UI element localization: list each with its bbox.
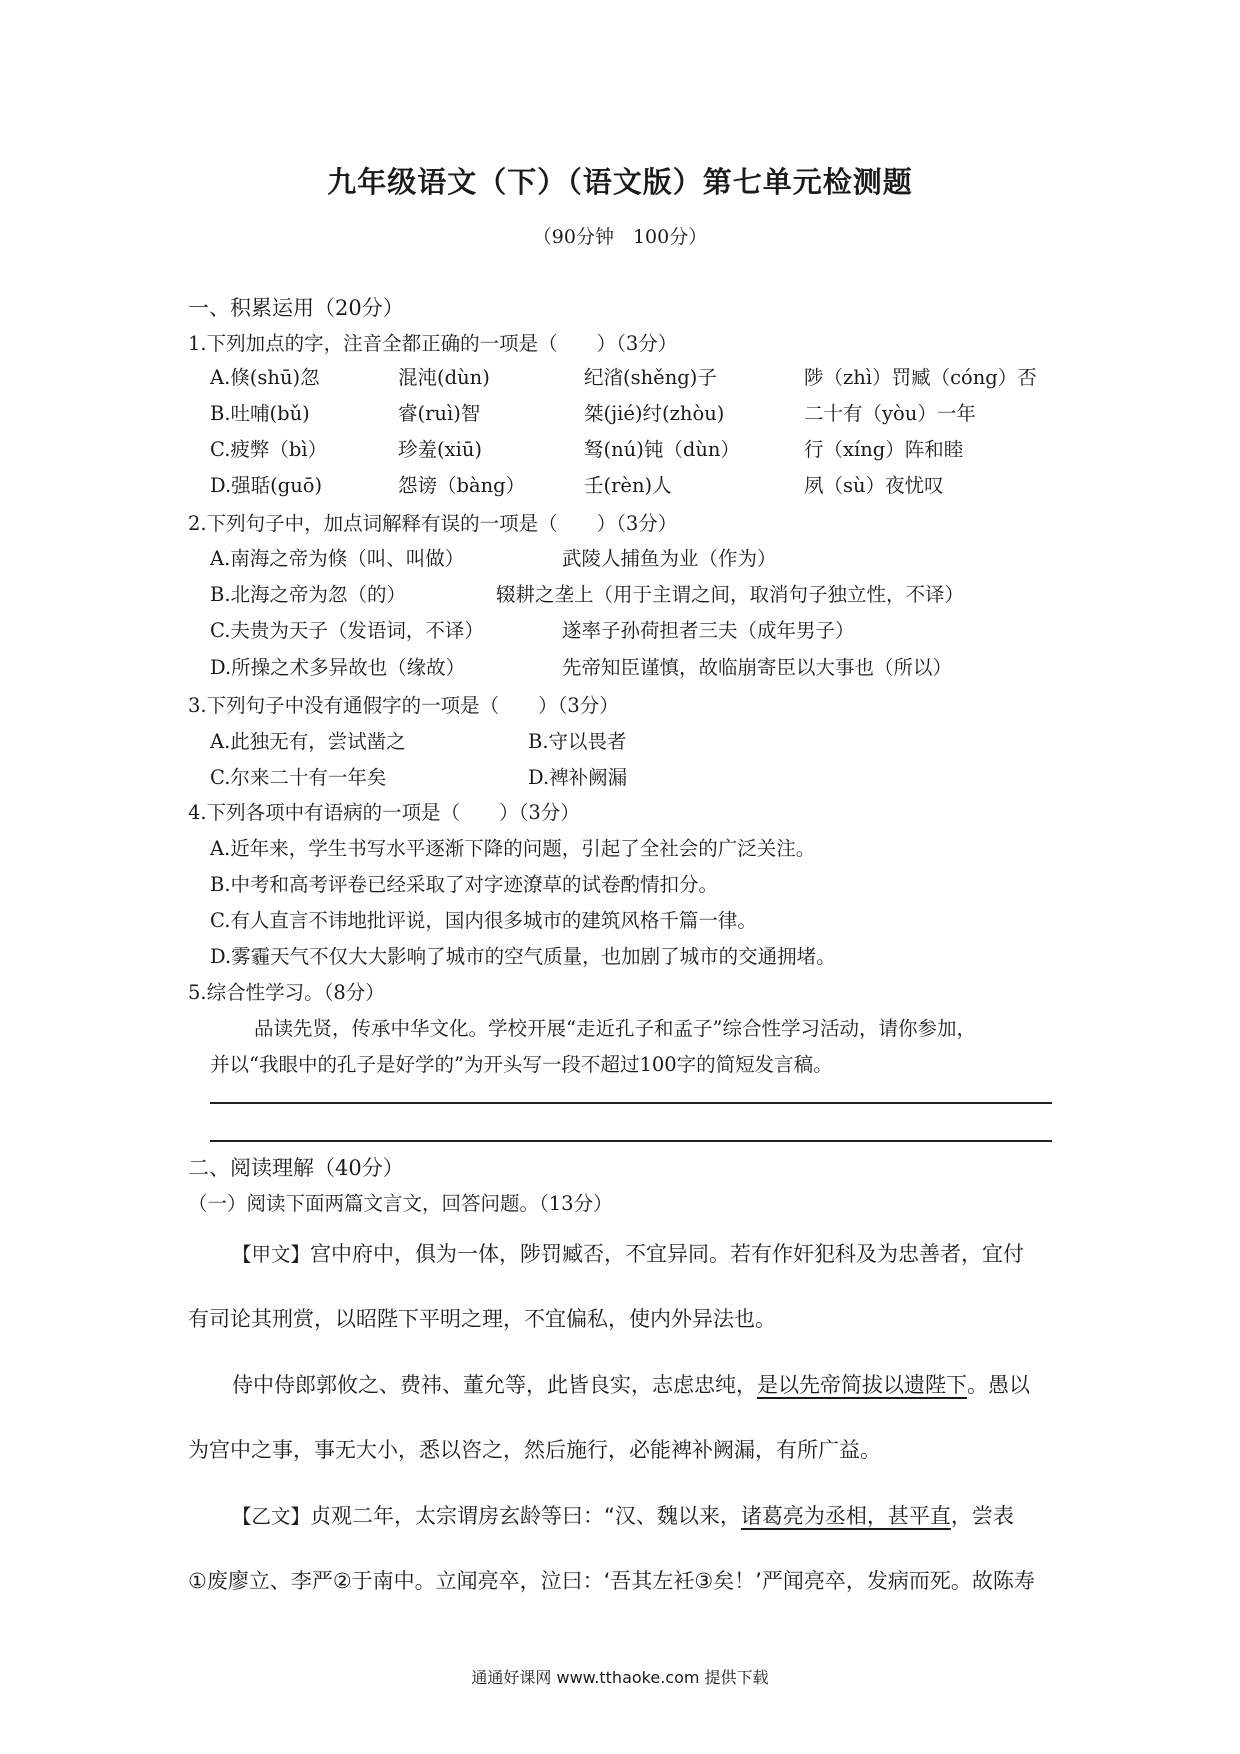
q2-row-c-col2: 遂率子孙荷担者三夫（成年男子） bbox=[562, 619, 855, 642]
q5-prompt-line-2: 并以“我眼中的孔子是好学的”为开头写一段不超过100字的简短发言稿。 bbox=[210, 1053, 833, 1076]
passage-yi-label: 【乙文】 bbox=[232, 1505, 311, 1528]
page-subtitle: （90分钟 100分） bbox=[532, 226, 708, 248]
passage-jia-text-3a: 侍中侍郎郭攸之、费祎、董允等，此皆良实，志虑忠纯， bbox=[232, 1373, 757, 1397]
q1-row-b-col2: 睿(ruì)智 bbox=[398, 402, 481, 425]
q1-row-d-col3: 壬(rèn)人 bbox=[584, 474, 672, 497]
passage-jia-line-1 bbox=[232, 1238, 1024, 1268]
answer-line-2[interactable] bbox=[210, 1140, 1052, 1142]
q1-row-b-col4: 二十有（yòu）一年 bbox=[804, 402, 976, 425]
q1-row-b-col3: 桀(jié)纣(zhòu) bbox=[584, 402, 725, 425]
passage-jia-line-2: 有司论其刑赏，以昭陛下平明之理，不宜偏私，使内外异法也。 bbox=[188, 1307, 776, 1331]
passage-jia-label: 【甲文】 bbox=[232, 1243, 311, 1266]
q2-row-d-col1: D.所操之术多异故也（缘故） bbox=[210, 656, 466, 679]
q2-row-c-col1: C.夫贵为天子（发语词，不译） bbox=[210, 619, 484, 642]
q1-row-a-col4: 陟（zhì）罚臧（cóng）否 bbox=[804, 366, 1037, 389]
q1-row-c-col1: C.疲弊（bì） bbox=[210, 438, 328, 461]
q4-option-c: C.有人直言不讳地批评说，国内很多城市的建筑风格千篇一律。 bbox=[210, 909, 757, 932]
q1-row-a-col1: A.倏(shū)忽 bbox=[210, 366, 320, 389]
q3-option-a: A.此独无有，尝试凿之 bbox=[210, 730, 406, 753]
passage-jia-text-3b: 。愚以 bbox=[967, 1373, 1030, 1397]
q1-row-c-col2: 珍羞(xiū) bbox=[398, 438, 483, 461]
question-5-stem: 5.综合性学习。（8分） bbox=[188, 981, 385, 1004]
question-2-stem: 2.下列句子中，加点词解释有误的一项是（ ）（3分） bbox=[188, 512, 678, 535]
passage-yi-underlined: 诸葛亮为丞相，甚平直 bbox=[740, 1504, 951, 1528]
q2-row-b-col2: 辍耕之垄上（用于主谓之间，取消句子独立性，不译） bbox=[496, 583, 965, 606]
section-heading-2: 二、阅读理解（40分） bbox=[188, 1156, 404, 1180]
q1-row-c-col3: 驽(nú)钝（dùn） bbox=[584, 438, 740, 461]
answer-line-1[interactable] bbox=[210, 1102, 1052, 1104]
q1-row-a-col2: 混沌(dùn) bbox=[398, 366, 490, 389]
section-heading-1: 一、积累运用（20分） bbox=[188, 296, 404, 320]
q1-row-c-col4: 行（xíng）阵和睦 bbox=[804, 438, 964, 461]
passage-yi-text-1b: ，尝表 bbox=[950, 1504, 1014, 1528]
passage-jia-text-1: 宫中府中，俱为一体，陟罚臧否，不宜异同。若有作奸犯科及为忠善者，宜付 bbox=[310, 1242, 1025, 1266]
passage-jia-line-3 bbox=[232, 1369, 1030, 1399]
q4-option-b: B.中考和高考评卷已经采取了对字迹潦草的试卷酌情扣分。 bbox=[210, 873, 719, 896]
reading-sub-heading: （一）阅读下面两篇文言文，回答问题。（13分） bbox=[188, 1192, 613, 1215]
passage-yi-line-2: ①废廖立、李严②于南中。立闻亮卒，泣曰：‘吾其左衽③矣！’严闻亮卒，发病而死。故陈寿 bbox=[188, 1569, 1035, 1593]
q1-row-d-col1: D.强聒(guō) bbox=[210, 474, 323, 497]
question-3-stem: 3.下列句子中没有通假字的一项是（ ）（3分） bbox=[188, 694, 619, 717]
passage-jia-underlined: 是以先帝简拔以遗陛下 bbox=[757, 1373, 967, 1397]
passage-yi-line-1 bbox=[232, 1500, 1014, 1530]
q4-option-a: A.近年来，学生书写水平逐渐下降的问题，引起了全社会的广泛关注。 bbox=[210, 837, 816, 860]
passage-yi-text-1a: 贞观二年，太宗谓房玄龄等曰：“汉、魏以来， bbox=[310, 1504, 741, 1528]
question-4-stem: 4.下列各项中有语病的一项是（ ）（3分） bbox=[188, 801, 580, 824]
q2-row-b-col1: B.北海之帝为忽（的） bbox=[210, 583, 407, 606]
q5-prompt-line-1: 品读先贤，传承中华文化。学校开展“走近孔子和孟子”综合性学习活动，请你参加， bbox=[254, 1017, 976, 1040]
q2-row-d-col2: 先帝知臣谨慎，故临崩寄臣以大事也（所以） bbox=[562, 656, 953, 679]
page-title: 九年级语文（下）（语文版）第七单元检测题 bbox=[327, 165, 913, 199]
q4-option-d: D.雾霾天气不仅大大影响了城市的空气质量，也加剧了城市的交通拥堵。 bbox=[210, 945, 836, 968]
q2-row-a-col2: 武陵人捕鱼为业（作为） bbox=[562, 547, 777, 570]
footer-credit: 通通好课网 www.tthaoke.com 提供下载 bbox=[471, 1668, 769, 1687]
passage-jia-line-4: 为宫中之事，事无大小，悉以咨之，然后施行，必能裨补阙漏，有所广益。 bbox=[188, 1438, 881, 1462]
q3-option-b: B.守以畏者 bbox=[528, 730, 627, 753]
question-1-stem: 1.下列加点的字，注音全都正确的一项是（ ）（3分） bbox=[188, 332, 678, 355]
q1-row-b-col1: B.吐哺(bǔ) bbox=[210, 402, 310, 425]
q3-option-d: D.裨补阙漏 bbox=[528, 766, 628, 789]
q1-row-d-col2: 怨谤（bàng） bbox=[398, 474, 526, 497]
q2-row-a-col1: A.南海之帝为倏（叫、叫做） bbox=[210, 547, 465, 570]
q3-option-c: C.尔来二十有一年矣 bbox=[210, 766, 387, 789]
q1-row-d-col4: 夙（sù）夜忧叹 bbox=[804, 474, 944, 497]
q1-row-a-col3: 纪渻(shěng)子 bbox=[584, 366, 717, 389]
